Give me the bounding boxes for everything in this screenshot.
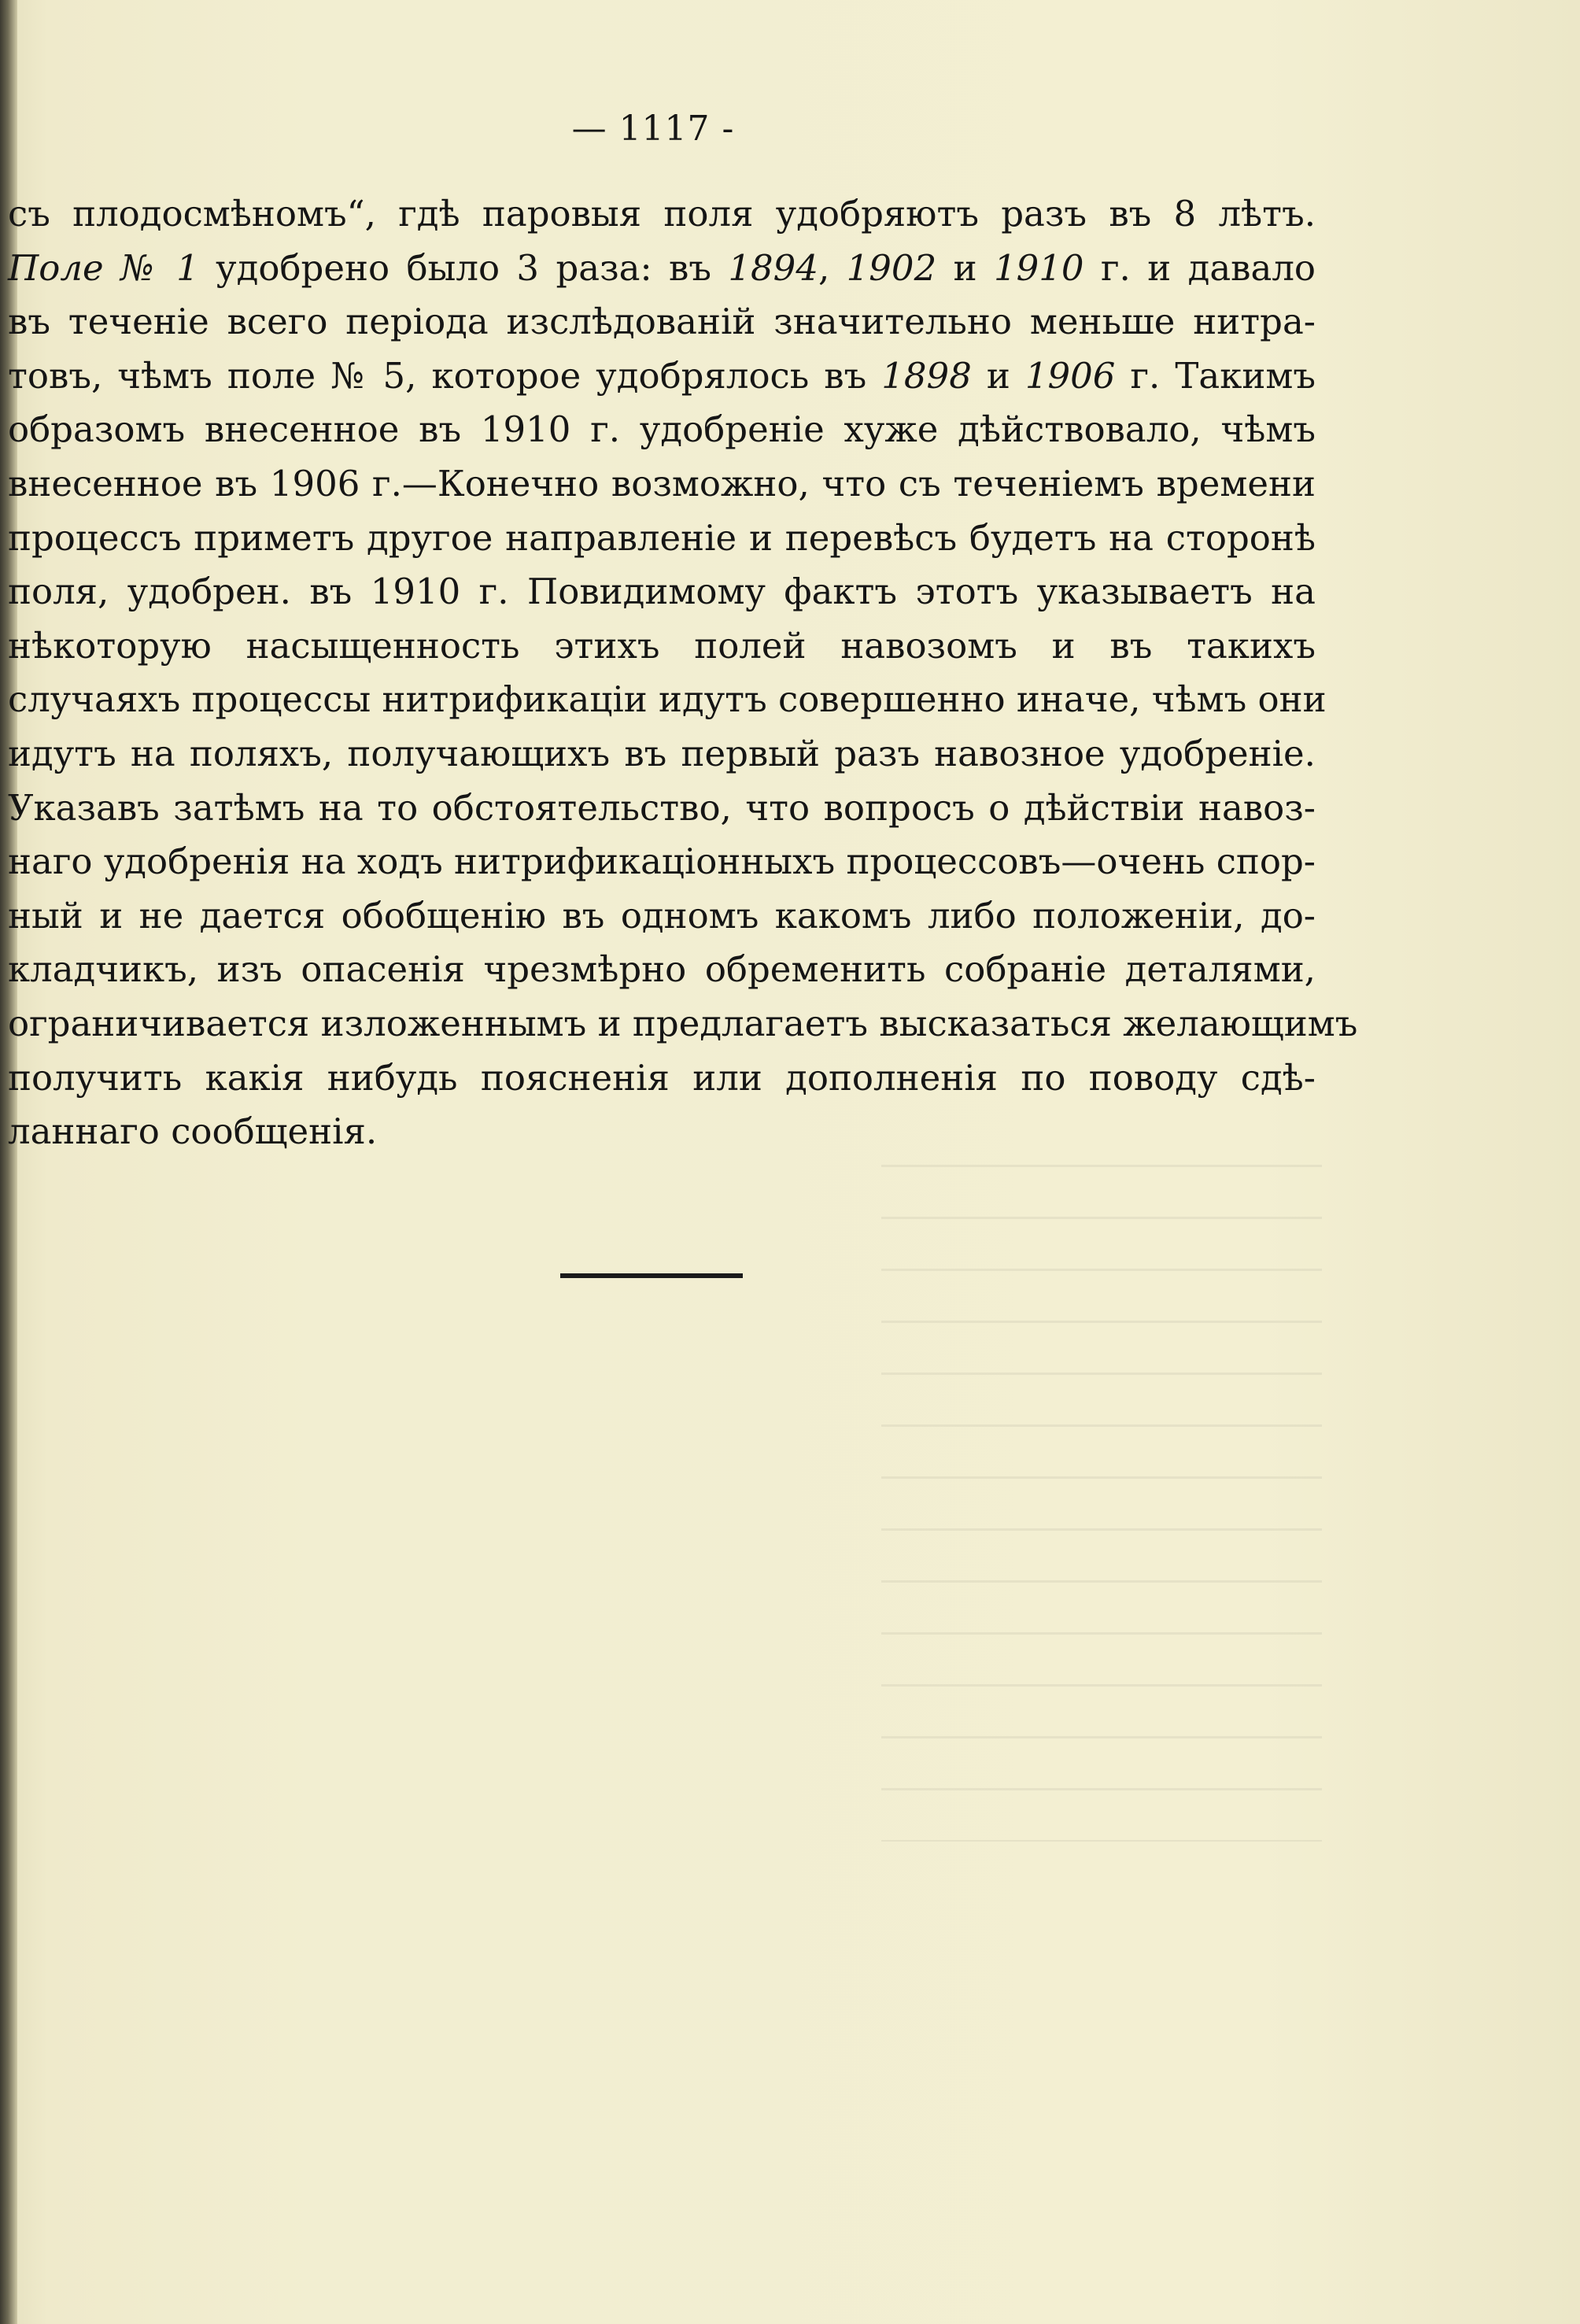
text-line [8, 889, 1316, 944]
text-run: получить какія нибудь поясненія или дополненія по поводу сдѣ- [8, 1056, 1316, 1099]
text-run: г. Такимъ [1115, 354, 1316, 397]
text-line [8, 457, 1316, 512]
page-number: — 1117 - [571, 109, 735, 149]
section-end-rule [560, 1273, 743, 1278]
text-run: ный и не дается обобщенію въ одномъ какомъ либо положеніи, до- [8, 894, 1316, 937]
text-line [8, 835, 1316, 889]
text-run: кладчикъ, изъ опасенія чрезмѣрно обременить собраніе деталями, [8, 948, 1316, 991]
body-paragraph [8, 187, 1358, 1159]
text-run: ограничивается изложеннымъ и предлагаетъ высказаться желающимъ [8, 1002, 1358, 1044]
text-run: и [971, 354, 1025, 397]
text-line [8, 242, 1316, 296]
text-line [8, 781, 1316, 836]
italic-text-run: 1902 [846, 246, 937, 289]
text-line [8, 512, 1316, 566]
text-run: процессъ приметъ другое направленіе и перевѣсъ будетъ на сторонѣ [8, 516, 1316, 559]
italic-text-run: 1894 [728, 246, 818, 289]
text-line [8, 997, 1358, 1051]
italic-text-run: Поле № 1 [8, 246, 199, 289]
text-run: , [818, 246, 847, 289]
text-run: случаяхъ процессы нитрификаціи идутъ совершенно иначе, чѣмъ они [8, 678, 1327, 721]
text-run: образомъ внесенное въ 1910 г. удобреніе хуже дѣйствовало, чѣмъ [8, 408, 1316, 451]
text-line [8, 295, 1316, 349]
text-line [8, 619, 1316, 674]
text-line [8, 943, 1316, 997]
text-line [8, 673, 1327, 727]
text-line [8, 1051, 1316, 1106]
text-line [8, 565, 1316, 619]
text-run: въ теченіе всего періода изслѣдованій значительно меньше нитра- [8, 301, 1316, 343]
italic-text-run: 1898 [881, 354, 972, 397]
text-run: ланнаго сообщенія. [8, 1110, 378, 1153]
italic-text-run: 1906 [1024, 354, 1116, 397]
italic-text-run: 1910 [994, 246, 1084, 289]
text-run: идутъ на поляхъ, получающихъ въ первый разъ навозное удобреніе. [8, 732, 1316, 774]
text-line [8, 727, 1316, 781]
text-line [8, 1105, 1316, 1159]
text-run: внесенное въ 1906 г.—Конечно возможно, что съ теченіемъ времени [8, 462, 1316, 504]
text-run: удобрено было 3 раза: въ [198, 246, 729, 289]
text-line [8, 187, 1316, 242]
text-run: Указавъ затѣмъ на то обстоятельство, что вопросъ о дѣйствіи навоз- [8, 786, 1316, 829]
show-through-text [881, 1165, 1322, 1842]
text-run: и [936, 246, 995, 289]
text-run: поля, удобрен. въ 1910 г. Повидимому фактъ этотъ указываетъ на [8, 571, 1316, 613]
text-run: г. и давало [1083, 246, 1316, 289]
text-line [8, 349, 1316, 404]
text-run: наго удобренія на ходъ нитрификаціонныхъ процессовъ—очень спор- [8, 841, 1316, 883]
text-run: съ плодосмѣномъ“, гдѣ паровыя поля удобряютъ разъ въ 8 лѣтъ. [8, 193, 1316, 235]
text-run: нѣкоторую насыщенность этихъ полей навозомъ и въ такихъ [8, 624, 1316, 667]
text-run: товъ, чѣмъ поле № 5, которое удобрялось въ [8, 354, 882, 397]
text-line [8, 403, 1316, 457]
